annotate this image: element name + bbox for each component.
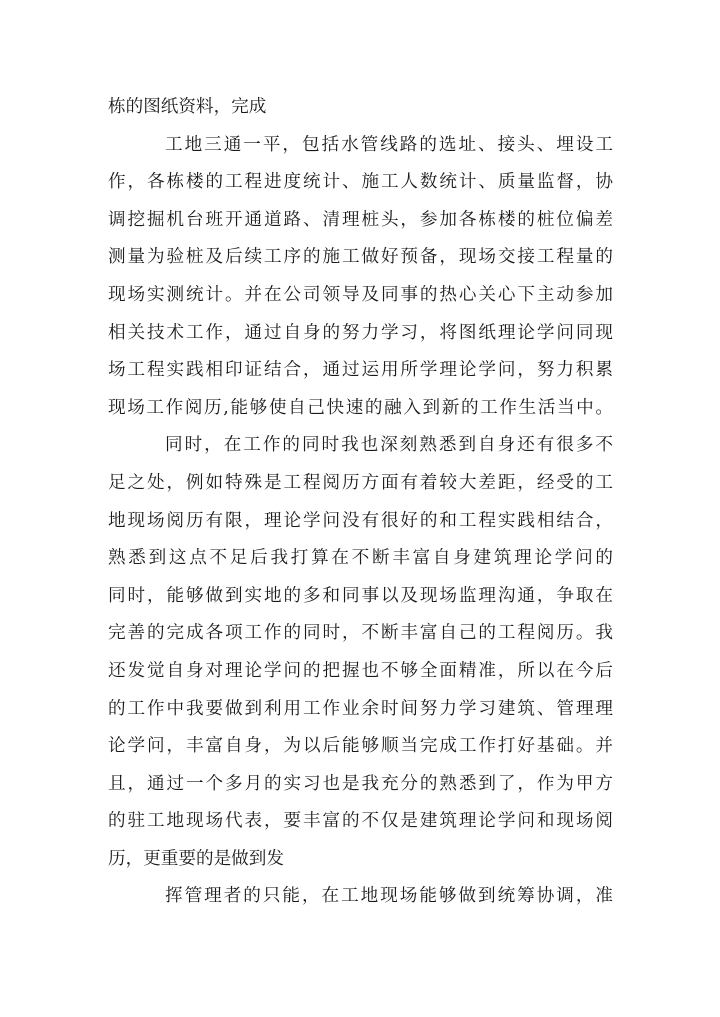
text-line: 栋的图纸资料，完成 [108, 97, 267, 117]
text-line: 相关技术工作，通过自身的努力学习，将图纸理论学问同现 [108, 322, 613, 343]
text-line: 的工作中我要做到利用工作业余时间努力学习建筑、管理理 [108, 698, 613, 719]
paragraph-first-line: 工地三通一平，包括水管线路的选址、接头、埋设工 [165, 134, 613, 155]
text-line: 足之处，例如特殊是工程阅历方面有着较大差距，经受的工 [108, 472, 613, 493]
text-line: 还发觉自身对理论学问的把握也不够全面精准，所以在今后 [108, 660, 613, 681]
text-line: 现场工作阅历,能够使自己快速的融入到新的工作生活当中。 [108, 397, 613, 418]
text-line: 的驻工地现场代表，要丰富的不仅是建筑理论学问和现场阅 [108, 811, 613, 832]
text-line: 论学问，丰富自身，为以后能够顺当完成工作打好基础。并 [108, 736, 613, 757]
text-line: 熟悉到这点不足后我打算在不断丰富自身建筑理论学问的 [108, 548, 613, 569]
paragraph-first-line: 同时，在工作的同时我也深刻熟悉到自身还有很多不 [165, 435, 613, 456]
text-line: 调挖掘机台班开通道路、清理桩头，参加各栋楼的桩位偏差 [108, 209, 613, 230]
text-line: 且，通过一个多月的实习也是我充分的熟悉到了，作为甲方 [108, 773, 613, 794]
text-line: 同时，能够做到实地的多和同事以及现场监理沟通，争取在 [108, 585, 613, 606]
text-line: 地现场阅历有限，理论学问没有很好的和工程实践相结合， [108, 510, 613, 531]
text-line: 完善的完成各项工作的同时，不断丰富自己的工程阅历。我 [108, 623, 613, 644]
text-line: 历，更重要的是做到发 [108, 848, 284, 869]
text-line: 现场实测统计。并在公司领导及同事的热心关心下主动参加 [108, 284, 613, 305]
body-text [108, 89, 613, 916]
text-line: 作，各栋楼的工程进度统计、施工人数统计、质量监督，协 [108, 172, 613, 193]
paragraph-first-line: 挥管理者的只能，在工地现场能够做到统筹协调，准 [165, 886, 613, 907]
text-line: 测量为验桩及后续工序的施工做好预备，现场交接工程量的 [108, 247, 613, 268]
text-line: 场工程实践相印证结合，通过运用所学理论学问，努力积累 [108, 360, 613, 381]
